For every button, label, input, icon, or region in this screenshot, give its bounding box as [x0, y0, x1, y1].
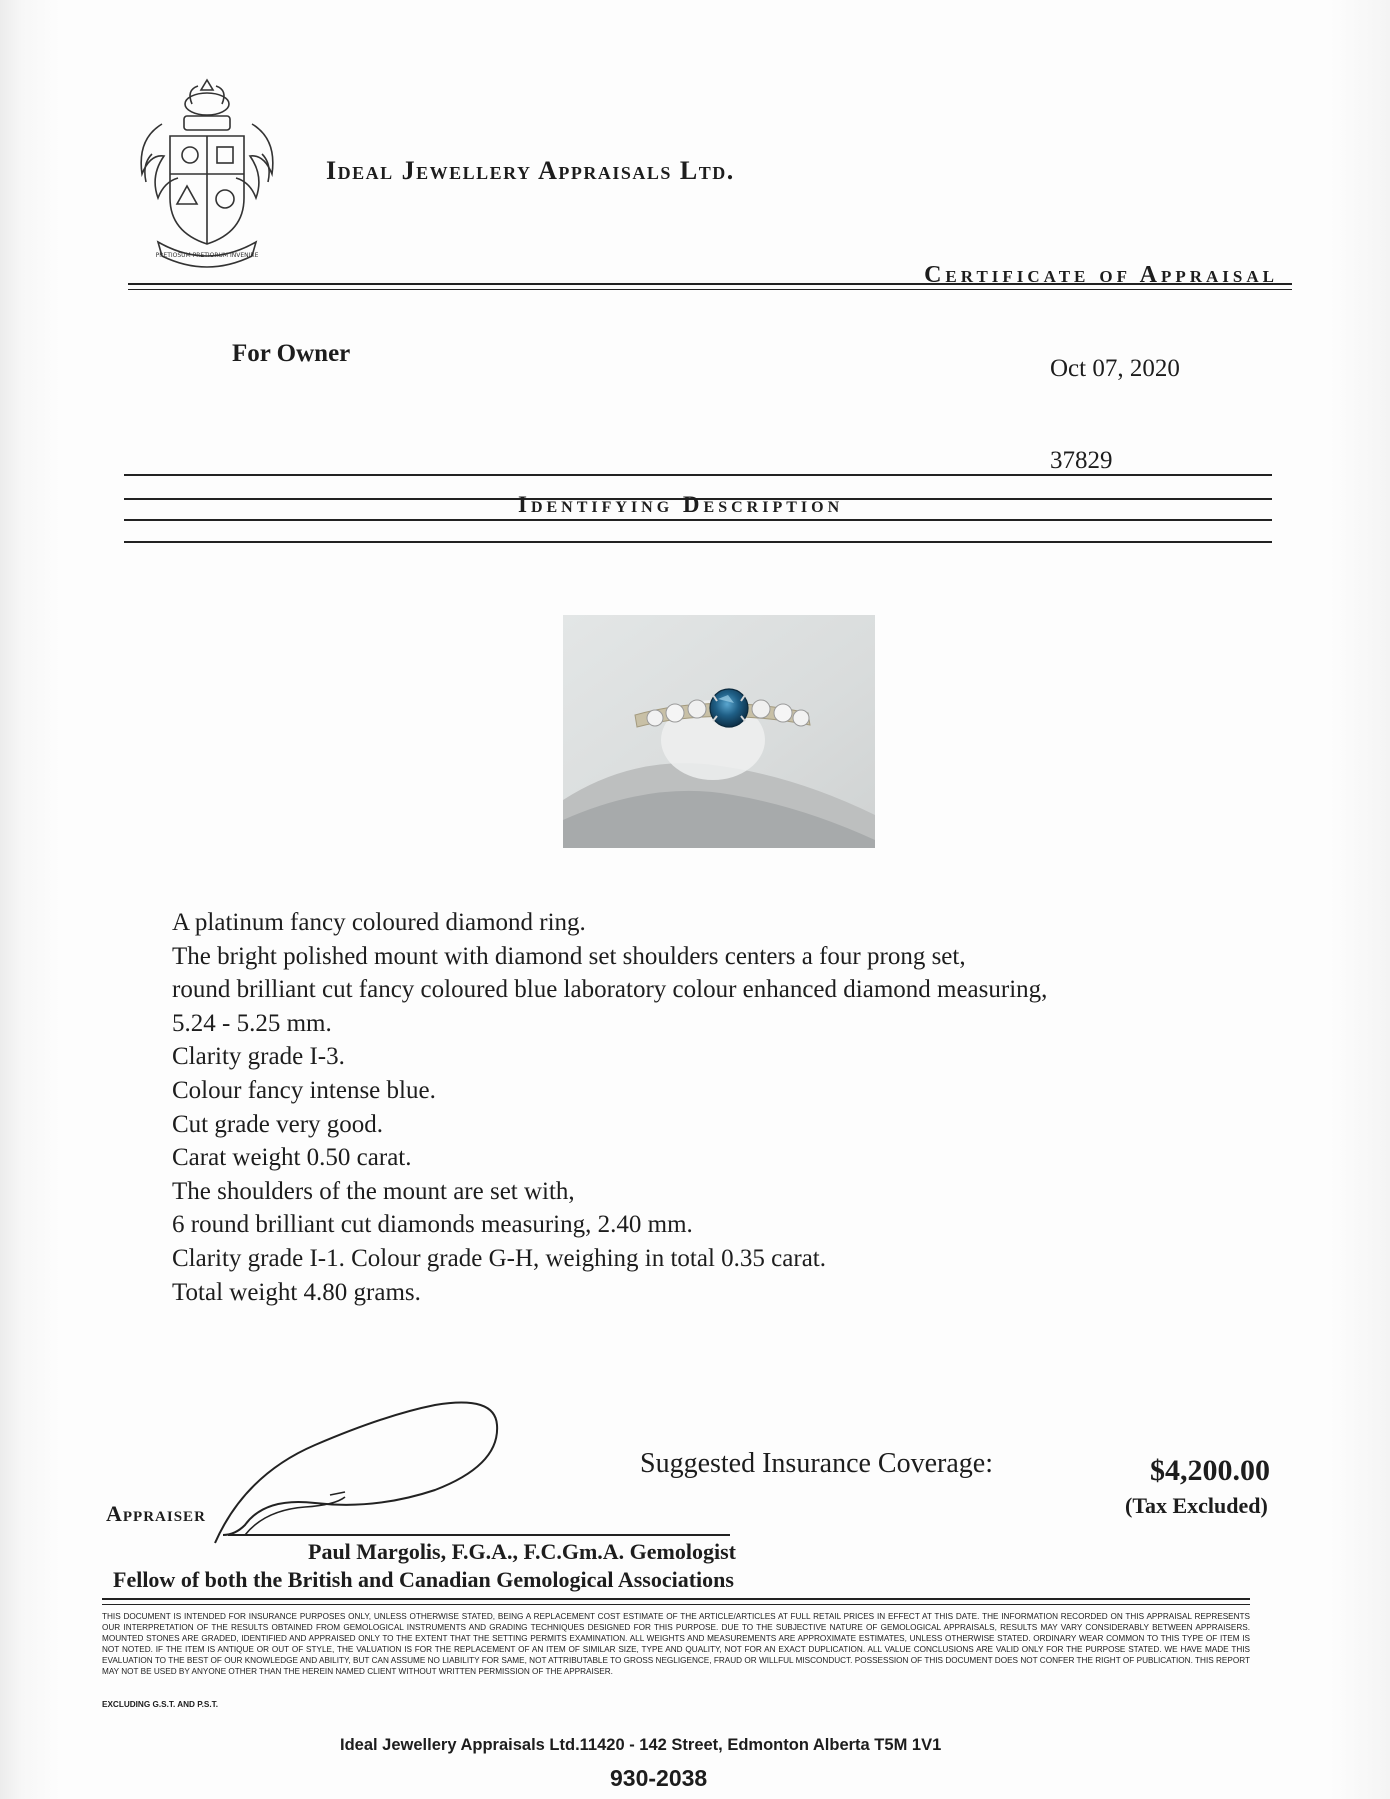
description-block [172, 906, 1047, 1309]
appraiser-fellowship: Fellow of both the British and Canadian Gemological Associations [113, 1567, 734, 1592]
description-line: 6 round brilliant cut diamonds measuring, 2.40 mm. [172, 1211, 693, 1239]
section-divider-bottom [124, 519, 1272, 521]
tax-exclusion-note: EXCLUDING G.S.T. AND P.S.T. [102, 1700, 219, 1709]
signature-line [228, 1534, 730, 1536]
owner-label: For Owner [232, 340, 351, 367]
description-line: Cut grade very good. [172, 1110, 384, 1138]
company-address: Ideal Jewellery Appraisals Ltd.11420 - 142 Street, Edmonton Alberta T5M 1V1 [340, 1736, 942, 1754]
ring-photo [563, 615, 875, 848]
legal-disclaimer: THIS DOCUMENT IS INTENDED FOR INSURANCE PURPOSES ONLY, UNLESS OTHERWISE STATED, BEING A REPLACEMENT COST ESTIMATE OF THE ARTICLE/ARTICLES AT FULL RETAIL PRICES IN EFFECT AT THIS DATE. THE INFORMATION RECORDED ON THIS APPRAISAL REPRESENTS OUR INTERPRETATION OF THE RESULTS OBTAINED FROM GEMOLOGICAL INSTRUMENTS AND GRADING TECHNIQUES DESIGNED FOR THIS PURPOSE. DUE TO THE SUBJECTIVE NATURE OF GEMOLOGICAL APPRAISALS, RESULTS MAY VARY CONSIDERABLY BETWEEN APPRAISERS. MOUNTED STONES ARE GRADED, IDENTIFIED AND APPRAISED ONLY TO THE EXTENT THAT THE SETTING PERMITS EXAMINATION. ALL WEIGHTS AND MEASUREMENTS ARE APPROXIMATE ESTIMATES, UNLESS OTHERWISE STATED. ORDINARY WEAR COMMON TO THIS TYPE OF ITEM IS NOT NOTED. IF THE ITEM IS ANTIQUE OR OUT OF STYLE, THE VALUATION IS FOR THE REPLACEMENT OF AN ITEM OF SIMILAR SIZE, TYPE AND QUALITY, NOT FOR AN EXACT DUPLICATION. ALL VALUE CONCLUSIONS ARE VALID ONLY FOR THE PURPOSE STATED. WE HAVE MADE THIS EVALUATION TO THE BEST OF OUR KNOWLEDGE AND ABILITY, BUT CAN ASSUME NO LIABILITY FOR SAME, NOT ATTRIBUTABLE TO GROSS NEGLIGENCE, FRAUD OR WILLFUL MISCONDUCT. POSSESSION OF THIS DOCUMENT DOES NOT CONFER THE RIGHT OF PUBLICATION. THIS REPORT MAY NOT BE USED BY ANYONE OTHER THAN THE HEREIN NAMED CLIENT WITHOUT WRITTEN PERMISSION OF THE APPRAISER. [102, 1612, 1250, 1676]
description-line: Clarity grade I-3. [172, 1043, 345, 1071]
reference-number: 37829 [1050, 447, 1113, 474]
insurance-coverage-label: Suggested Insurance Coverage: [640, 1448, 993, 1479]
tax-note: (Tax Excluded) [1125, 1493, 1268, 1518]
section-divider-top [124, 474, 1272, 476]
description-line: The shoulders of the mount are set with, [172, 1177, 575, 1205]
description-line: Colour fancy intense blue. [172, 1076, 436, 1104]
company-name: Ideal Jewellery Appraisals Ltd. [326, 156, 735, 185]
description-line: Total weight 4.80 grams. [172, 1278, 421, 1306]
certificate-title: Certificate of Appraisal [924, 262, 1278, 288]
insurance-coverage-amount: $4,200.00 [1150, 1454, 1270, 1487]
signature-icon [205, 1385, 510, 1550]
appraisal-date: Oct 07, 2020 [1050, 355, 1180, 382]
coat-of-arms-icon [132, 74, 282, 274]
appraiser-name: Paul Margolis, F.G.A., F.C.Gm.A. Gemologist [308, 1539, 736, 1564]
description-line: The bright polished mount with diamond set shoulders centers a four prong set, [172, 942, 966, 970]
section-divider-bottom-2 [124, 541, 1272, 543]
appraiser-label: Appraiser [106, 1501, 206, 1526]
description-line: 5.24 - 5.25 mm. [172, 1009, 332, 1037]
description-line: Carat weight 0.50 carat. [172, 1144, 412, 1172]
crest-motto: PRETIOSUM PRETIORUM INVENIRE [155, 252, 259, 259]
section-title: Identifying Description [518, 492, 844, 517]
description-line: round brilliant cut fancy coloured blue laboratory colour enhanced diamond measuring, [172, 976, 1048, 1004]
footer-divider-bottom [102, 1604, 1250, 1605]
footer-divider-top [102, 1598, 1250, 1600]
description-line: A platinum fancy coloured diamond ring. [172, 909, 586, 936]
company-phone: 930-2038 [610, 1765, 708, 1791]
header-divider-bottom [128, 289, 1292, 290]
description-line: Clarity grade I-1. Colour grade G-H, weighing in total 0.35 carat. [172, 1244, 826, 1272]
